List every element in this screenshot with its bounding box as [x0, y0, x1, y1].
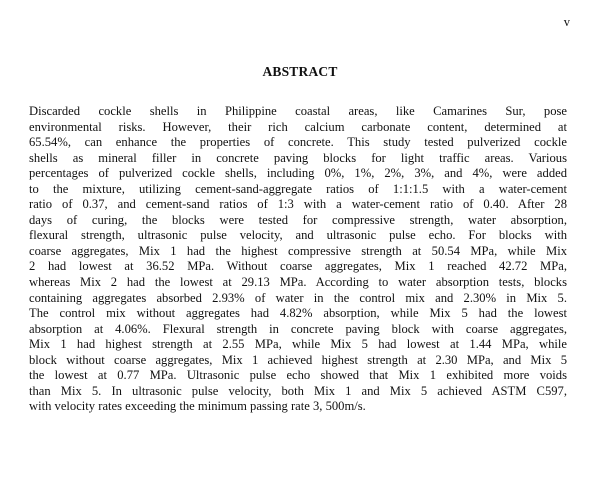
abstract-line: containing aggregates absorbed 2.93% of water in the control mix and 2.30% in Mix 5. — [29, 290, 567, 305]
abstract-line: ratio of 0.37, and cement-sand ratios of 1:3 with a water-cement ratio of 0.40. After 28 — [29, 197, 567, 212]
abstract-line: flexural strength, ultrasonic pulse velocity, and ultrasonic pulse echo. For blocks with — [29, 228, 567, 243]
abstract-line: than Mix 5. In ultrasonic pulse velocity, both Mix 1 and Mix 5 achieved ASTM C597, — [29, 383, 567, 398]
page-number: v — [563, 15, 570, 29]
abstract-line: block without coarse aggregates, Mix 1 achieved highest strength at 2.30 MPa, and Mix 5 — [29, 352, 567, 367]
abstract-line: to the mixture, utilizing cement-sand-aggregate ratios of 1:1:1.5 with a water-cement — [29, 181, 567, 196]
abstract-line: Discarded cockle shells in Philippine coastal areas, like Camarines Sur, pose — [29, 104, 567, 118]
abstract-line: Mix 1 had highest strength at 2.55 MPa, while Mix 5 had lowest at 1.44 MPa, while — [29, 337, 567, 352]
abstract-line: percentages of pulverized cockle shells, including 0%, 1%, 2%, 3%, and 4%, were added — [29, 166, 567, 181]
abstract-line: environmental risks. However, their rich calcium carbonate content, determined at — [29, 119, 567, 134]
abstract-line: shells as mineral filler in concrete paving blocks for light traffic areas. Various — [29, 150, 567, 165]
abstract-line: days of curing, the blocks were tested for compressive strength, water absorption, — [29, 212, 567, 227]
abstract-line: 2 had lowest at 36.52 MPa. Without coarse aggregates, Mix 1 reached 42.72 MPa, — [29, 259, 567, 274]
abstract-line: 65.54%, can enhance the properties of concrete. This study tested pulverized cockle — [29, 135, 567, 150]
abstract-heading: ABSTRACT — [262, 64, 338, 79]
abstract-line: with velocity rates exceeding the minimum passing rate 3, 500m/s. — [29, 399, 366, 414]
abstract-line: the lowest at 0.77 MPa. Ultrasonic pulse echo showed that Mix 1 exhibited more voids — [29, 368, 567, 383]
abstract-line: coarse aggregates, Mix 1 had the highest compressive strength at 50.54 MPa, while Mix — [29, 243, 567, 258]
abstract-line: absorption at 4.06%. Flexural strength in concrete paving block with coarse aggregates, — [29, 321, 567, 336]
abstract-line: The control mix without aggregates had 4.82% absorption, while Mix 5 had the lowest — [29, 306, 567, 321]
abstract-body — [29, 104, 567, 415]
abstract-line: whereas Mix 2 had the lowest at 29.13 MPa. According to water absorption tests, blocks — [29, 275, 567, 290]
